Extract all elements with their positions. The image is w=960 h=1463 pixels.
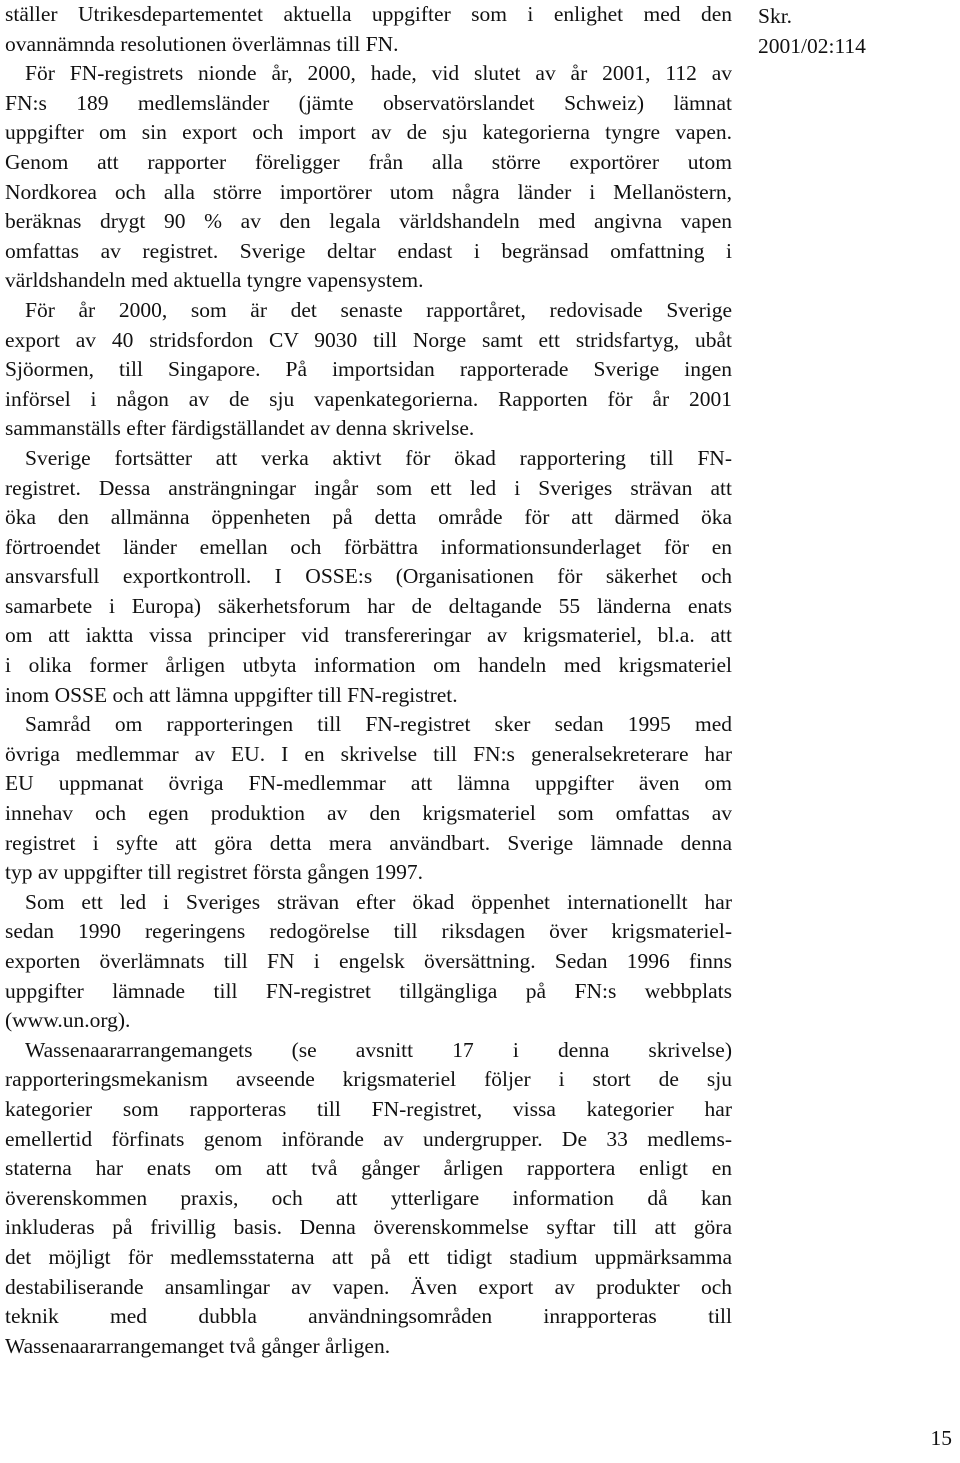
text-line: beräknas drygt 90 % av den legala världshandeln med angivna vapen — [5, 209, 732, 234]
paragraph — [5, 0, 732, 59]
text-line: i olika former årligen utbyta information om handeln med krigsmateriel — [5, 653, 732, 678]
paragraph — [5, 444, 732, 710]
paragraph — [5, 1036, 732, 1362]
text-line: Nordkorea och alla större importörer utom några länder i Mellanöstern, — [5, 179, 732, 204]
text-line: omfattas av registret. Sverige deltar endast i begränsad omfattning i — [5, 238, 732, 263]
text-line: ställer Utrikesdepartementet aktuella uppgifter som i enlighet med den — [5, 2, 732, 26]
text-line: För FN-registrets nionde år, 2000, hade, vid slutet av år 2001, 112 av — [25, 61, 732, 86]
text-line: sedan 1990 regeringens redogörelse till riksdagen över krigsmateriel- — [5, 919, 732, 944]
text-line: Sjöormen, till Singapore. På importsidan rapporterade Sverige ingen — [5, 357, 732, 382]
text-line: öka den allmänna öppenheten på detta område för att därmed öka — [5, 505, 732, 530]
text-line: kategorier som rapporteras till FN-registret, vissa kategorier har — [5, 1096, 732, 1121]
text-line: Som ett led i Sveriges strävan efter ökad öppenhet internationellt har — [25, 889, 732, 914]
text-line: inom OSSE och att lämna uppgifter till FN-registret. — [5, 682, 458, 707]
text-line: Wassenaararrangemangets (se avsnitt 17 i denna skrivelse) — [25, 1037, 732, 1062]
main-text-column — [5, 0, 732, 1361]
text-line: övriga medlemmar av EU. I en skrivelse till FN:s generalsekreterare har — [5, 741, 732, 766]
text-line: staterna har enats om att två gånger årligen rapportera enligt en — [5, 1156, 732, 1181]
text-line: För år 2000, som är det senaste rapportåret, redovisade Sverige — [25, 297, 732, 322]
page-number: 15 — [930, 1426, 952, 1450]
document-reference — [758, 2, 958, 61]
text-line: världshandeln med aktuella tyngre vapensystem. — [5, 268, 424, 293]
text-line: registret. Dessa ansträngningar ingår som ett led i Sveriges strävan att — [5, 475, 732, 500]
text-line: typ av uppgifter till registret första gången 1997. — [5, 860, 423, 885]
text-line: sammanställs efter färdigställandet av denna skrivelse. — [5, 416, 475, 441]
text-line: registret i syfte att göra detta mera användbart. Sverige lämnade denna — [5, 830, 732, 855]
text-line: Genom att rapporter föreligger från alla större exportörer utom — [5, 149, 732, 174]
text-line: överenskommen praxis, och att ytterligare information då kan — [5, 1185, 732, 1210]
text-line: Sverige fortsätter att verka aktivt för ökad rapportering till FN- — [25, 445, 732, 470]
text-line: exporten överlämnats till FN i engelsk översättning. Sedan 1996 finns — [5, 949, 732, 973]
text-line: Samråd om rapporteringen till FN-registret sker sedan 1995 med — [25, 712, 732, 737]
text-line: förtroendet länder emellan och förbättra informationsunderlaget för en — [5, 534, 732, 559]
text-line: Wassenaararrangemanget två gånger årligen. — [5, 1333, 391, 1358]
text-line: inkluderas på frivillig basis. Denna överenskommelse syftar till att göra — [5, 1215, 732, 1240]
text-line: EU uppmanat övriga FN-medlemmar att lämna uppgifter även om — [5, 771, 732, 796]
paragraph — [5, 888, 732, 1036]
paragraph — [5, 710, 732, 888]
reference-label: Skr. — [758, 4, 793, 28]
text-line: uppgifter lämnade till FN-registret tillgängliga på FN:s webbplats — [5, 978, 732, 1003]
text-line: om att iaktta vissa principer vid transfereringar av krigsmateriel, bl.a. att — [5, 623, 732, 648]
text-line: rapporteringsmekanism avseende krigsmateriel följer i stort de sju — [5, 1067, 732, 1092]
text-line: innehav och egen produktion av den krigsmateriel som omfattas av — [5, 801, 732, 826]
text-line: export av 40 stridsfordon CV 9030 till Norge samt ett stridsfartyg, ubåt — [5, 327, 732, 352]
text-line: samarbete i Europa) säkerhetsforum har de deltagande 55 länderna enats — [5, 593, 732, 618]
text-line: uppgifter om sin export och import av de sju kategorierna tyngre vapen. — [5, 120, 732, 145]
text-line: (www.un.org). — [5, 1008, 131, 1033]
paragraph — [5, 59, 732, 296]
text-line: emellertid förfinats genom införande av undergrupper. De 33 medlems- — [5, 1126, 732, 1151]
reference-number: 2001/02:114 — [758, 33, 866, 58]
paragraph — [5, 296, 732, 444]
text-line: ovannämnda resolutionen överlämnas till FN. — [5, 31, 399, 56]
text-line: ansvarsfull exportkontroll. I OSSE:s (Organisationen för säkerhet och — [5, 564, 732, 589]
text-line: det möjligt för medlemsstaterna att på ett tidigt stadium uppmärksamma — [5, 1244, 732, 1269]
text-line: teknik med dubbla användningsområden inrapporteras till — [5, 1304, 732, 1329]
text-line: FN:s 189 medlemsländer (jämte observatörslandet Schweiz) lämnat — [5, 90, 732, 115]
text-line: destabiliserande ansamlingar av vapen. Även export av produkter och — [5, 1274, 732, 1299]
text-line: införsel i någon av de sju vapenkategorierna. Rapporten för år 2001 — [5, 386, 732, 411]
